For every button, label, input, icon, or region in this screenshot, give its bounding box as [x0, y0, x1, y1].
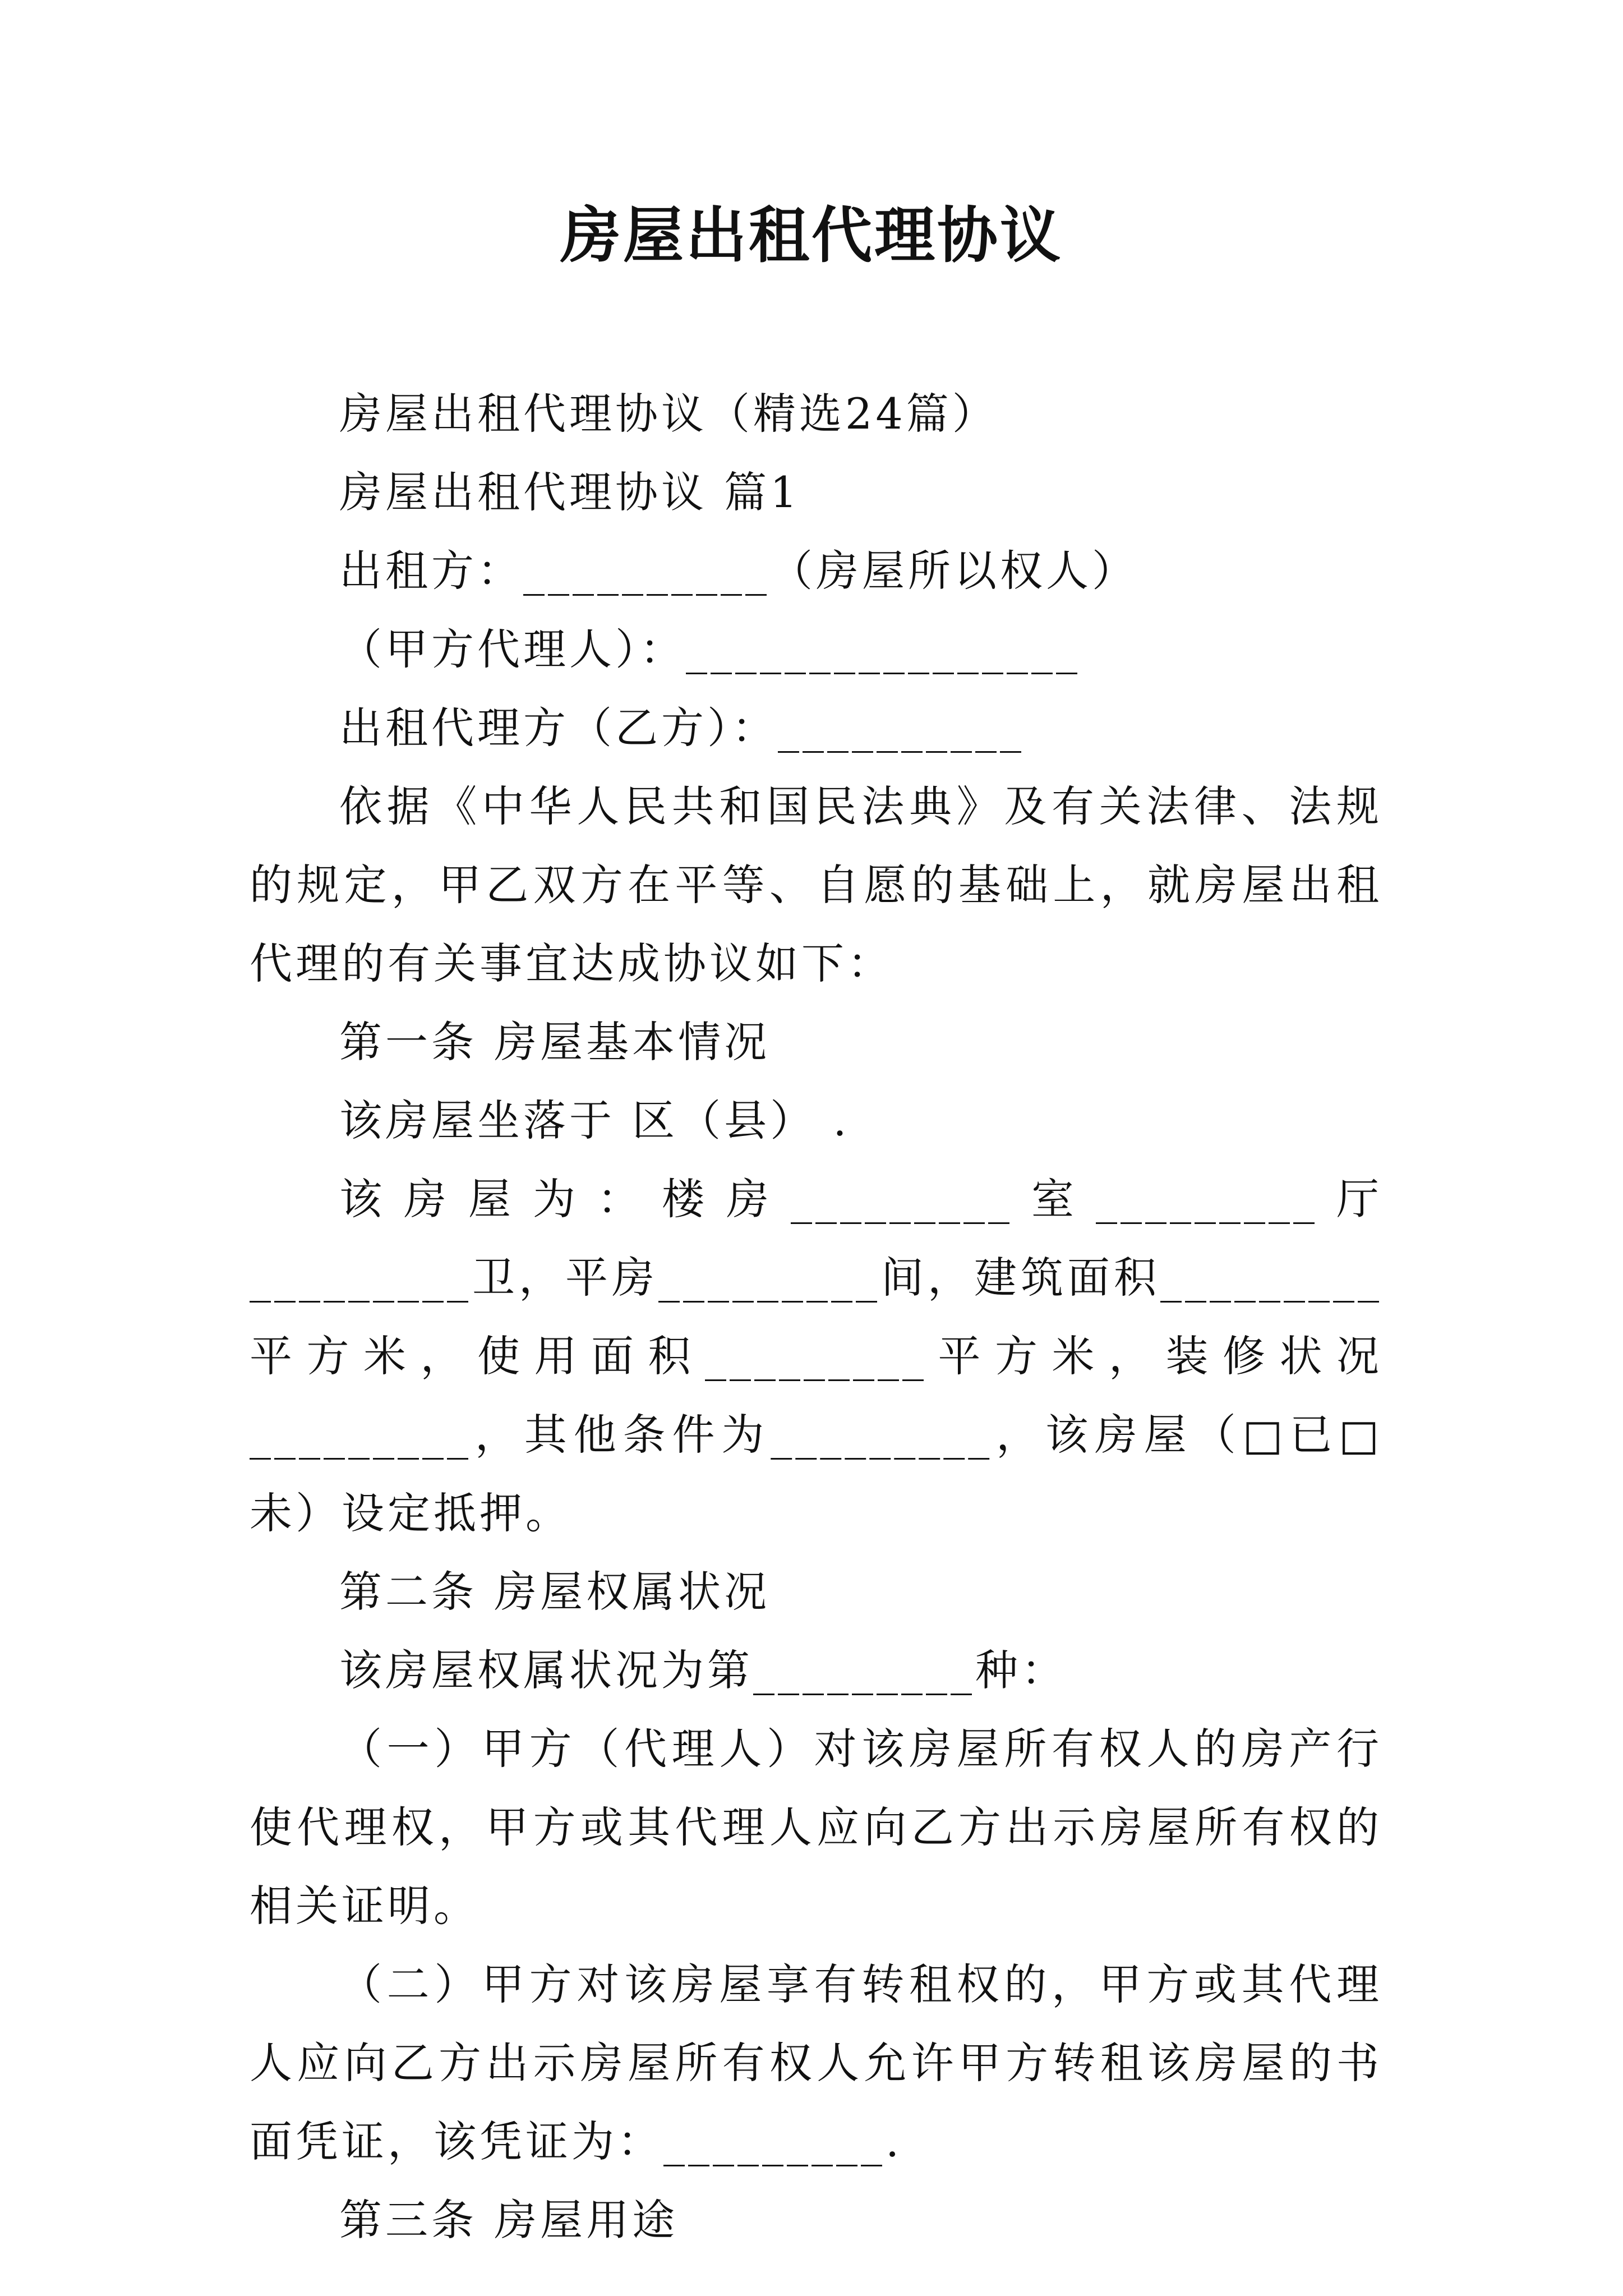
- document-body: [250, 375, 1382, 2260]
- paragraph-subtitle: 房屋出租代理协议（精选24篇）: [339, 389, 998, 439]
- paragraph-agent: （甲方代理人）：________________: [339, 624, 1081, 674]
- paragraph-ownership-type: 该房屋权属状况为第_________种：: [339, 1645, 1067, 1695]
- document-title: 房屋出租代理协议: [560, 200, 1063, 271]
- paragraph-article-1-heading: 第一条 房屋基本情况: [339, 1017, 771, 1067]
- paragraph-article-2-heading: 第二条 房屋权属状况: [339, 1567, 771, 1617]
- paragraph-section-heading: 房屋出租代理协议 篇1: [339, 467, 801, 517]
- paragraph-location: 该房屋坐落于 区（县） .: [339, 1096, 850, 1145]
- paragraph-house-details: 该房屋为：楼房_________室_________厅_________卫，平房_________间，建筑面积_________平方米，使用面积_________平方米，装修状况_________，其他条件为_________，该房屋（□已□未）设定抵押。: [250, 1174, 1382, 1538]
- paragraph-lessor: 出租方：__________（房屋所以权人）: [339, 546, 1138, 596]
- paragraph-ownership-1: （一）甲方（代理人）对该房屋所有权人的房产行使代理权，甲方或其代理人应向乙方出示房屋所有权的相关证明。: [250, 1724, 1382, 1931]
- paragraph-ownership-2: （二）甲方对该房屋享有转租权的，甲方或其代理人应向乙方出示房屋所有权人允许甲方转租该房屋的书面凭证，该凭证为：_________.: [250, 1959, 1382, 2166]
- paragraph-preamble: 依据《中华人民共和国民法典》及有关法律、法规的规定，甲乙双方在平等、自愿的基础上，就房屋出租代理的有关事宜达成协议如下：: [250, 781, 1382, 988]
- paragraph-party-b: 出租代理方（乙方）：__________: [339, 703, 1025, 753]
- paragraph-article-3-heading: 第三条 房屋用途: [339, 2195, 679, 2245]
